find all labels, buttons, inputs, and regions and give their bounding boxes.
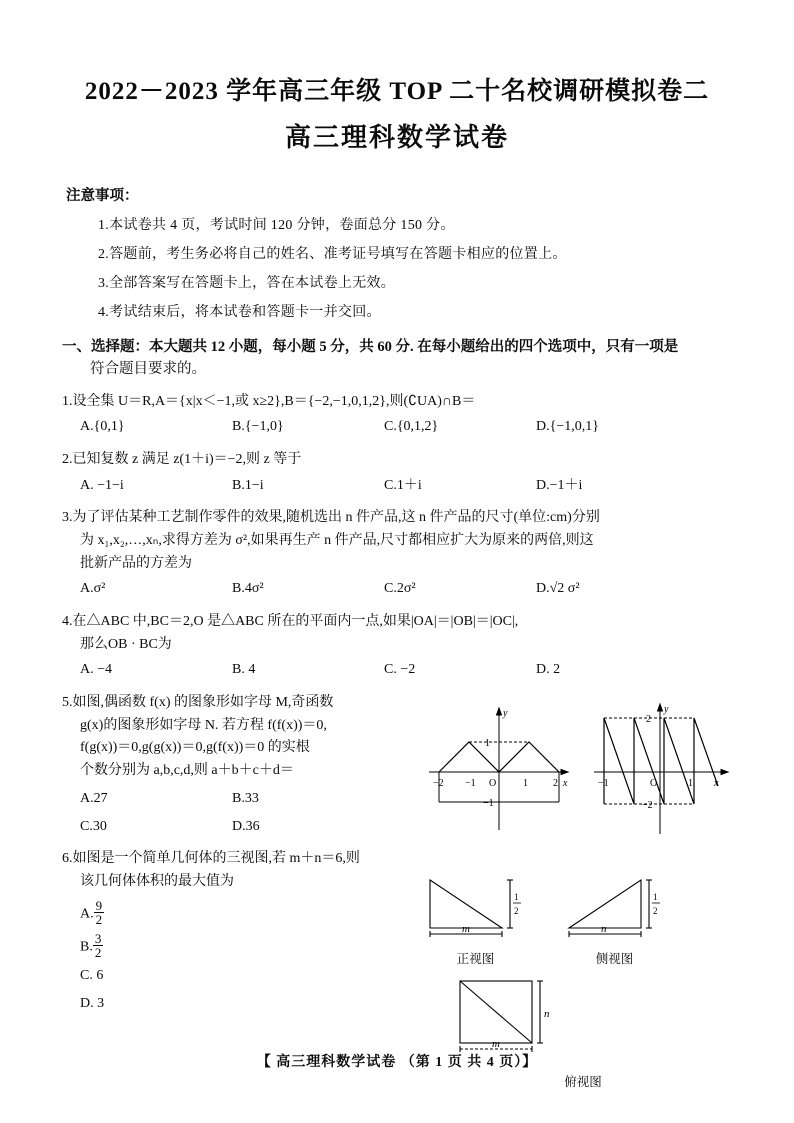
svg-text:2: 2 <box>514 906 519 917</box>
question-1 <box>62 391 732 439</box>
section-heading <box>62 337 732 381</box>
question-text: 为了评估某种工艺制作零件的效果,随机选出 n 件产品,这 n 件产品的尺寸(单位:cm)分别 <box>72 510 600 526</box>
question-text: 如图是一个简单几何体的三视图,若 m＋n＝6,则 <box>72 851 360 867</box>
top-view-icon <box>448 975 568 1061</box>
option-b[interactable]: B.33 <box>232 790 259 806</box>
svg-text:n: n <box>544 1008 550 1021</box>
fraction-denominator: 2 <box>95 912 103 928</box>
option-c[interactable]: C.2σ² <box>384 581 416 597</box>
question-text-cont: 该几何体体积的最大值为 <box>80 873 234 889</box>
section-desc: 本大题共 12 小题，每小题 5 分，共 60 分. 在每小题给出的四个选项中，只有一项是 <box>149 339 679 356</box>
svg-text:m: m <box>462 923 470 936</box>
function-graph-n-icon <box>588 694 738 839</box>
notice-heading: 注意事项： <box>66 188 139 205</box>
option-b[interactable]: B.1−i <box>232 477 264 493</box>
option-a[interactable]: A.27 <box>80 790 108 806</box>
question-number: 4. <box>62 614 73 630</box>
option-c[interactable]: C.30 <box>80 818 107 834</box>
question-text-cont: 个数分别为 a,b,c,d,则 a＋b＋c＋d＝ <box>80 763 294 779</box>
question-5 <box>62 692 732 838</box>
question-2 <box>62 449 732 497</box>
option-b[interactable] <box>62 932 462 960</box>
question-3 <box>62 507 732 601</box>
fraction-numerator: 3 <box>94 930 102 946</box>
fraction-denominator: 2 <box>94 945 102 961</box>
question-options <box>62 416 732 439</box>
svg-text:O: O <box>650 778 658 790</box>
question-text-cont: 为 x₁,x₂,…,xₙ,求得方差为 σ²,如果再生产 n 件产品,尺寸都相应扩大为原来的两倍,则这 <box>80 533 594 549</box>
notice-item: 3.全部答案写在答题卡上，答在本试卷上无效。 <box>98 276 396 292</box>
question-stem <box>62 507 732 530</box>
option-a[interactable]: A.{0,1} <box>80 419 125 435</box>
side-view-figure <box>557 872 672 969</box>
option-c[interactable]: C.1＋i <box>384 477 422 493</box>
svg-text:1: 1 <box>653 892 658 903</box>
question-number: 3. <box>62 510 73 526</box>
question-5-body <box>62 692 482 838</box>
fraction-numerator: 9 <box>95 897 103 913</box>
question-text: 设全集 U＝R,A＝{x|x＜−1,或 x≥2},B＝{−2,−1,0,1,2},则(∁UA)∩B＝ <box>72 393 476 409</box>
figure-label: 俯视图 <box>564 1074 602 1089</box>
question-number: 5. <box>62 695 73 711</box>
option-d[interactable]: D. 2 <box>536 662 561 678</box>
svg-text:x: x <box>563 778 568 790</box>
question-text-cont: f(g(x))＝0,g(g(x))＝0,g(f(x))＝0 的实根 <box>80 740 310 756</box>
question-stem <box>62 391 732 414</box>
option-b-label: B. <box>80 939 93 955</box>
svg-text:−1: −1 <box>483 798 494 810</box>
page-subtitle: 高三理科数学试卷 <box>284 123 509 153</box>
svg-text:n: n <box>601 923 607 936</box>
option-d[interactable]: D.−1＋i <box>536 477 583 493</box>
svg-text:2: 2 <box>646 714 651 726</box>
svg-text:m: m <box>492 1038 500 1051</box>
question-number: 1. <box>62 393 73 409</box>
option-c[interactable]: C.{0,1,2} <box>384 419 439 435</box>
option-a[interactable]: A.σ² <box>80 581 106 597</box>
option-a[interactable]: A. −4 <box>80 662 113 678</box>
svg-text:−1: −1 <box>465 778 476 790</box>
option-b[interactable]: B.4σ² <box>232 581 264 597</box>
svg-text:1: 1 <box>688 778 693 790</box>
svg-text:y: y <box>664 704 669 716</box>
svg-text:−1: −1 <box>598 778 609 790</box>
option-a-label: A. <box>80 906 94 922</box>
option-d[interactable]: D. 3 <box>80 995 105 1011</box>
question-text: 已知复数 z 满足 z(1＋i)＝−2,则 z 等于 <box>72 452 302 468</box>
front-view-icon <box>418 872 533 938</box>
notice-item: 1.本试卷共 4 页，考试时间 120 分钟，卷面总分 150 分。 <box>98 218 455 234</box>
figure-label: 侧视图 <box>595 951 634 966</box>
svg-text:2: 2 <box>553 778 558 790</box>
question-options <box>62 578 732 601</box>
page-footer: 【 高三理科数学试卷 （第 1 页 共 4 页）】 <box>256 1055 538 1070</box>
question-text: 如图,偶函数 f(x) 的图象形如字母 M,奇函数 <box>72 695 334 711</box>
option-b[interactable]: B. 4 <box>232 662 256 678</box>
question-text-cont: 批新产品的方差为 <box>80 555 192 571</box>
option-a[interactable]: A. −1−i <box>80 477 124 493</box>
question-stem <box>62 449 732 472</box>
svg-text:y: y <box>503 708 508 720</box>
question-options <box>62 816 482 839</box>
option-d[interactable]: D.36 <box>232 818 260 834</box>
question-text: 在△ABC 中,BC＝2,O 是△ABC 所在的平面内一点,如果|OA|＝|OB|＝|OC|, <box>72 614 519 630</box>
question-stem <box>62 692 482 715</box>
figure-label: 正视图 <box>456 951 495 966</box>
side-view-icon <box>557 872 672 938</box>
notice-item: 2.答题前，考生务必将自己的姓名、准考证号填写在答题卡相应的位置上。 <box>98 247 567 263</box>
option-d[interactable]: D.√2 σ² <box>536 581 580 597</box>
svg-text:1: 1 <box>523 778 528 790</box>
notice-item: 4.考试结束后，将本试卷和答题卡一并交回。 <box>98 305 381 321</box>
front-view-figure <box>418 872 533 969</box>
svg-text:1: 1 <box>514 892 519 903</box>
svg-text:x: x <box>714 778 719 790</box>
question-6-body <box>62 848 462 1015</box>
question-4 <box>62 611 732 682</box>
option-c[interactable]: C. 6 <box>80 968 104 984</box>
fraction <box>94 899 105 927</box>
question-stem <box>62 848 462 871</box>
question-options <box>62 788 482 811</box>
fraction <box>93 932 104 960</box>
svg-text:−2: −2 <box>433 778 444 790</box>
question-stem <box>62 611 732 634</box>
svg-text:1: 1 <box>485 738 490 750</box>
svg-text:−2: −2 <box>642 800 653 812</box>
question-5-figures <box>423 694 738 839</box>
section-label: 一、选择题： <box>62 339 149 356</box>
option-a[interactable] <box>62 899 462 927</box>
svg-text:O: O <box>489 778 497 790</box>
top-view-figure <box>448 975 718 1092</box>
question-options <box>62 659 732 682</box>
section-desc-cont: 符合题目要求的。 <box>90 361 206 377</box>
option-b[interactable]: B.{−1,0} <box>232 419 284 435</box>
page-title: 2022－2023 学年高三年级 TOP 二十名校调研模拟卷二 <box>84 78 710 105</box>
question-options <box>62 475 732 498</box>
question-number: 6. <box>62 851 73 867</box>
question-text-cont: 那么OB · BC为 <box>80 636 172 652</box>
function-graph-m-icon <box>423 694 578 839</box>
option-c[interactable]: C. −2 <box>384 662 416 678</box>
question-text-cont: g(x)的图象形如字母 N. 若方程 f(f(x))＝0, <box>80 717 327 733</box>
question-number: 2. <box>62 452 73 468</box>
option-d[interactable]: D.{−1,0,1} <box>536 419 599 435</box>
svg-text:2: 2 <box>653 906 658 917</box>
